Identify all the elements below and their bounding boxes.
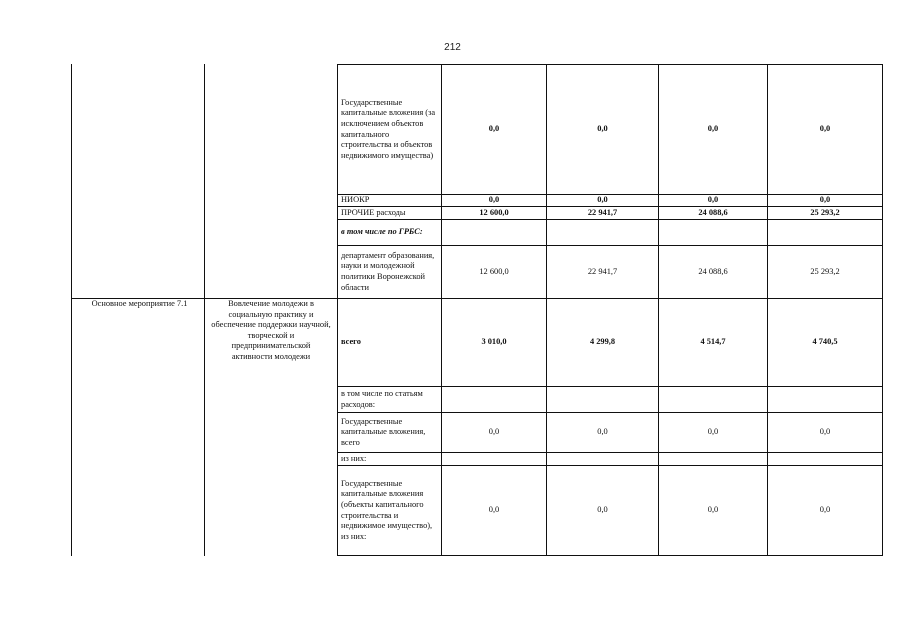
value-cell: 0,0 (597, 124, 608, 134)
value-cell: 0,0 (819, 195, 831, 205)
page-number: 212 (444, 42, 461, 53)
value-cell: 25 293,2 (810, 207, 840, 217)
row-label-of-them: из них: (341, 453, 367, 463)
value-cell: 24 088,6 (698, 207, 728, 217)
value-cell: 24 088,6 (698, 266, 728, 276)
row-label-total: всего (341, 337, 361, 347)
value-cell: 4 740,5 (812, 337, 838, 347)
row-label-by-articles: в том числе по статьям расходов: (341, 388, 423, 409)
value-cell: 22 941,7 (587, 207, 618, 217)
value-cell: 0,0 (597, 505, 608, 515)
value-cell: 0,0 (707, 195, 719, 205)
value-cell: 0,0 (707, 427, 719, 437)
value-cell: 4 299,8 (589, 337, 616, 347)
value-cell: 12 600,0 (479, 207, 509, 217)
value-cell: 22 941,7 (587, 266, 618, 276)
row-label-capital-investment-objects: Государственные капитальные вложения (объекты капитального строительства и недвижимое имущество), из них: (341, 478, 433, 541)
row-label-other-expenses: ПРОЧИЕ расходы (341, 207, 406, 217)
right-border-line (882, 64, 883, 556)
value-cell: 0,0 (819, 124, 831, 134)
value-cell: 4 514,7 (700, 337, 726, 347)
row-label-grbs: в том числе по ГРБС: (341, 227, 423, 237)
value-cell: 12 600,0 (479, 266, 509, 276)
value-cell: 0,0 (597, 195, 608, 205)
value-cell: 0,0 (819, 505, 831, 515)
row-label-capital-investment-excl: Государственные капитальные вложения (за исключением объектов капитального строительства и объектов недвижимого имущества) (341, 97, 436, 160)
row-label-niokr: НИОКР (341, 195, 370, 205)
value-cell: 0,0 (707, 124, 719, 134)
event-name-cell: Основное мероприятие 7.1 (91, 299, 188, 308)
value-cell: 0,0 (488, 427, 500, 437)
value-cell: 0,0 (488, 505, 500, 515)
value-cell: 3 010,0 (481, 337, 507, 347)
event-description-cell: Вовлечение молодежи в социальную практику и обеспечение поддержки научной, творческой и предпринимательской активности молодежи (211, 299, 331, 361)
value-cell: 0,0 (819, 427, 831, 437)
value-cell: 25 293,2 (810, 266, 840, 276)
row-label-department: департамент образования, науки и молодежной политики Воронежской области (341, 250, 435, 292)
value-cell: 0,0 (488, 124, 500, 134)
row-label-capital-investment-total: Государственные капитальные вложения, всего (341, 416, 426, 447)
value-cell: 0,0 (597, 427, 608, 437)
row-line (337, 555, 883, 556)
value-cell: 0,0 (707, 505, 719, 515)
value-cell: 0,0 (488, 195, 500, 205)
